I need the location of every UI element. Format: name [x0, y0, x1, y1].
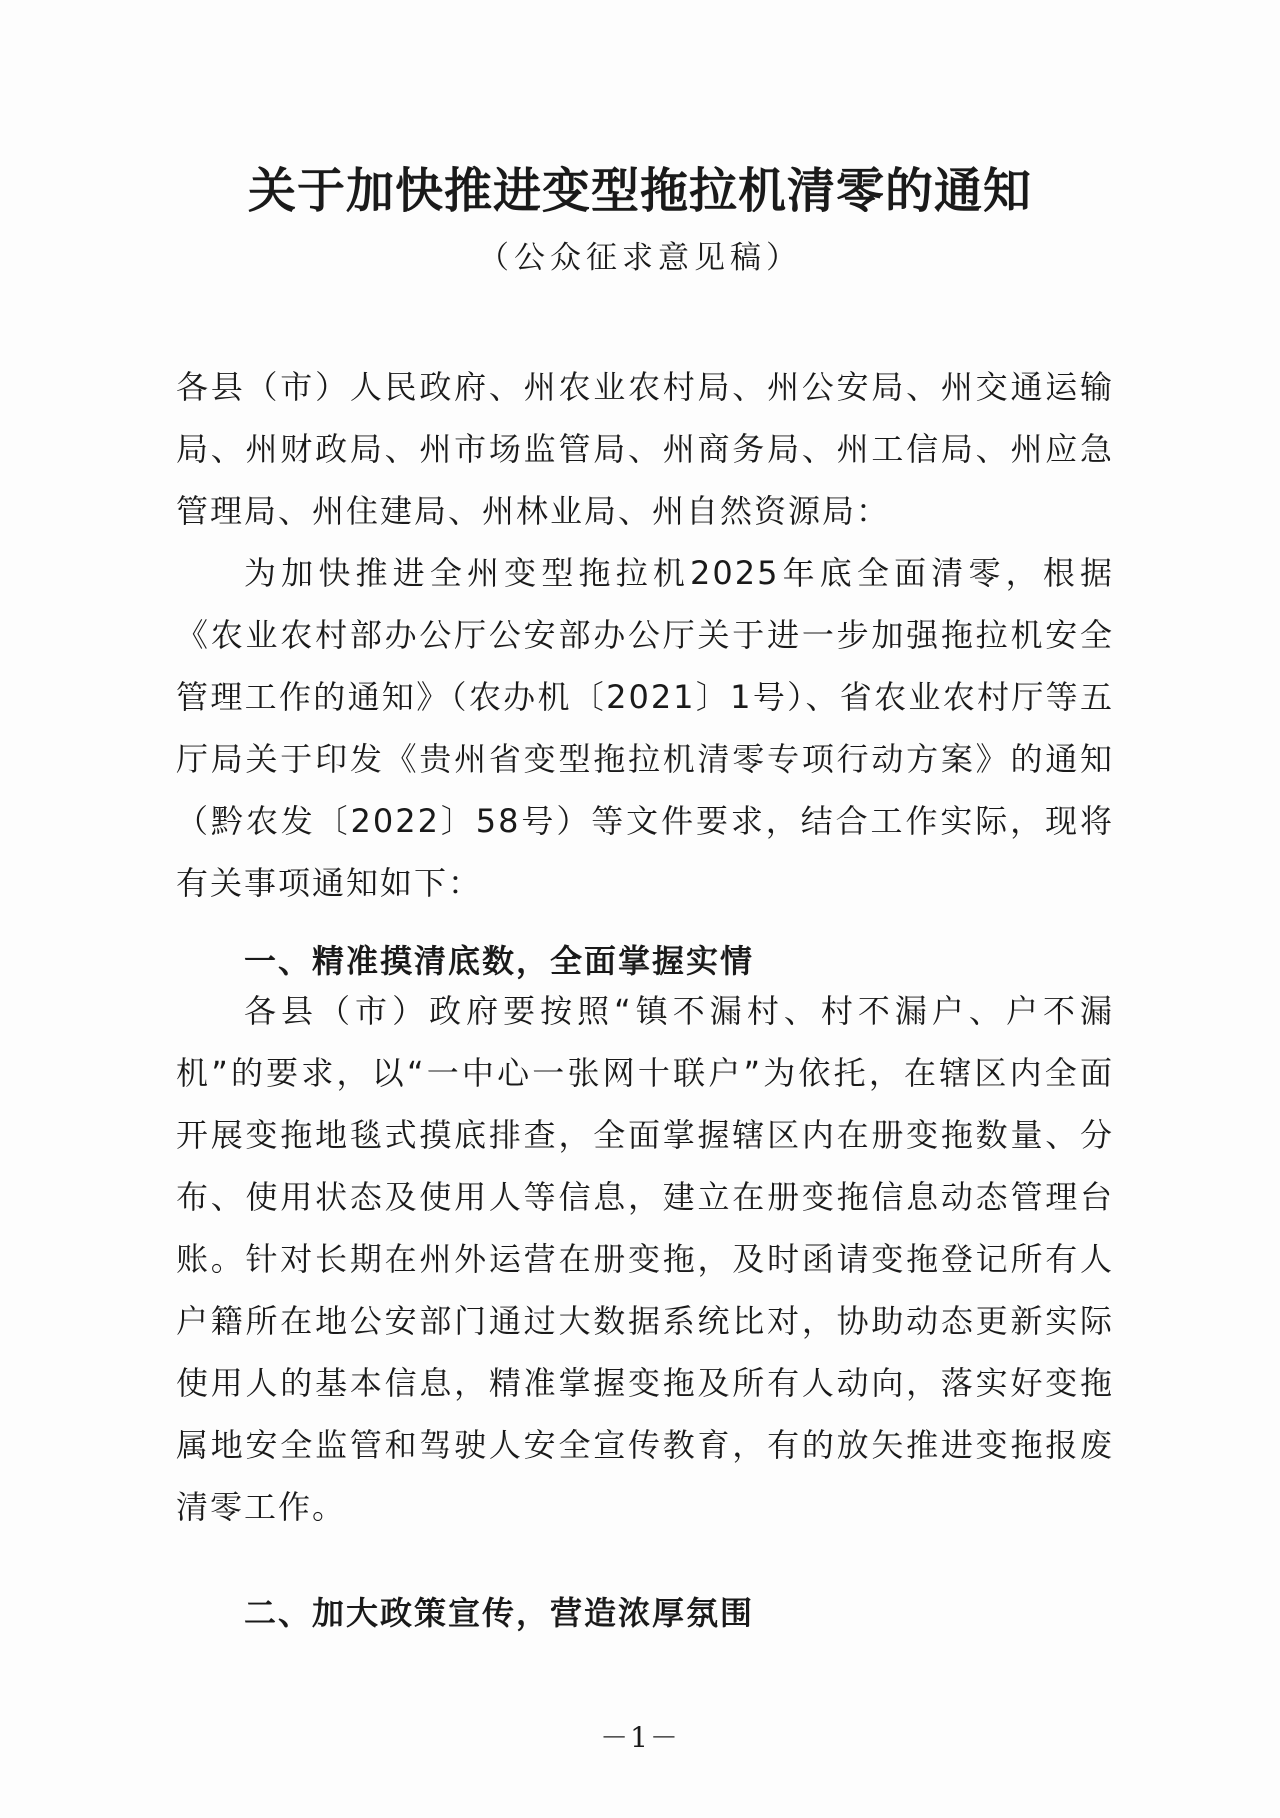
- page-number: －1－: [600, 1721, 680, 1754]
- salutation: 各县（市）人民政府、州农业农村局、州公安局、州交通运输局、州财政局、州市场监管局、州商务局、州工信局、州应急管理局、州住建局、州林业局、州自然资源局：: [176, 368, 1114, 530]
- document-subtitle: （公众征求意见稿）: [478, 240, 802, 276]
- intro-paragraph: 为加快推进全州变型拖拉机2025年底全面清零，根据《农业农村部办公厅公安部办公厅关于进一步加强拖拉机安全管理工作的通知》（农办机〔2021〕1号）、省农业农村厅等五厅局关于印发《贵州省变型拖拉机清零专项行动方案》的通知（黔农发〔2022〕58号）等文件要求，结合工作实际，现将有关事项通知如下：: [176, 554, 1114, 902]
- section-1-paragraph: 各县（市）政府要按照“镇不漏村、村不漏户、户不漏机”的要求，以“一中心一张网十联户”为依托，在辖区内全面开展变拖地毯式摸底排查，全面掌握辖区内在册变拖数量、分布、使用状态及使用人等信息，建立在册变拖信息动态管理台账。针对长期在州外运营在册变拖，及时函请变拖登记所有人户籍所在地公安部门通过大数据系统比对，协助动态更新实际使用人的基本信息，精准掌握变拖及所有人动向，落实好变拖属地安全监管和驾驶人安全宣传教育，有的放矢推进变拖报废清零工作。: [176, 992, 1114, 1526]
- section-2-heading: 二、加大政策宣传，营造浓厚氛围: [244, 1594, 755, 1632]
- document-title: 关于加快推进变型拖拉机清零的通知: [247, 163, 1032, 219]
- section-1-heading: 一、精准摸清底数，全面掌握实情: [244, 942, 755, 980]
